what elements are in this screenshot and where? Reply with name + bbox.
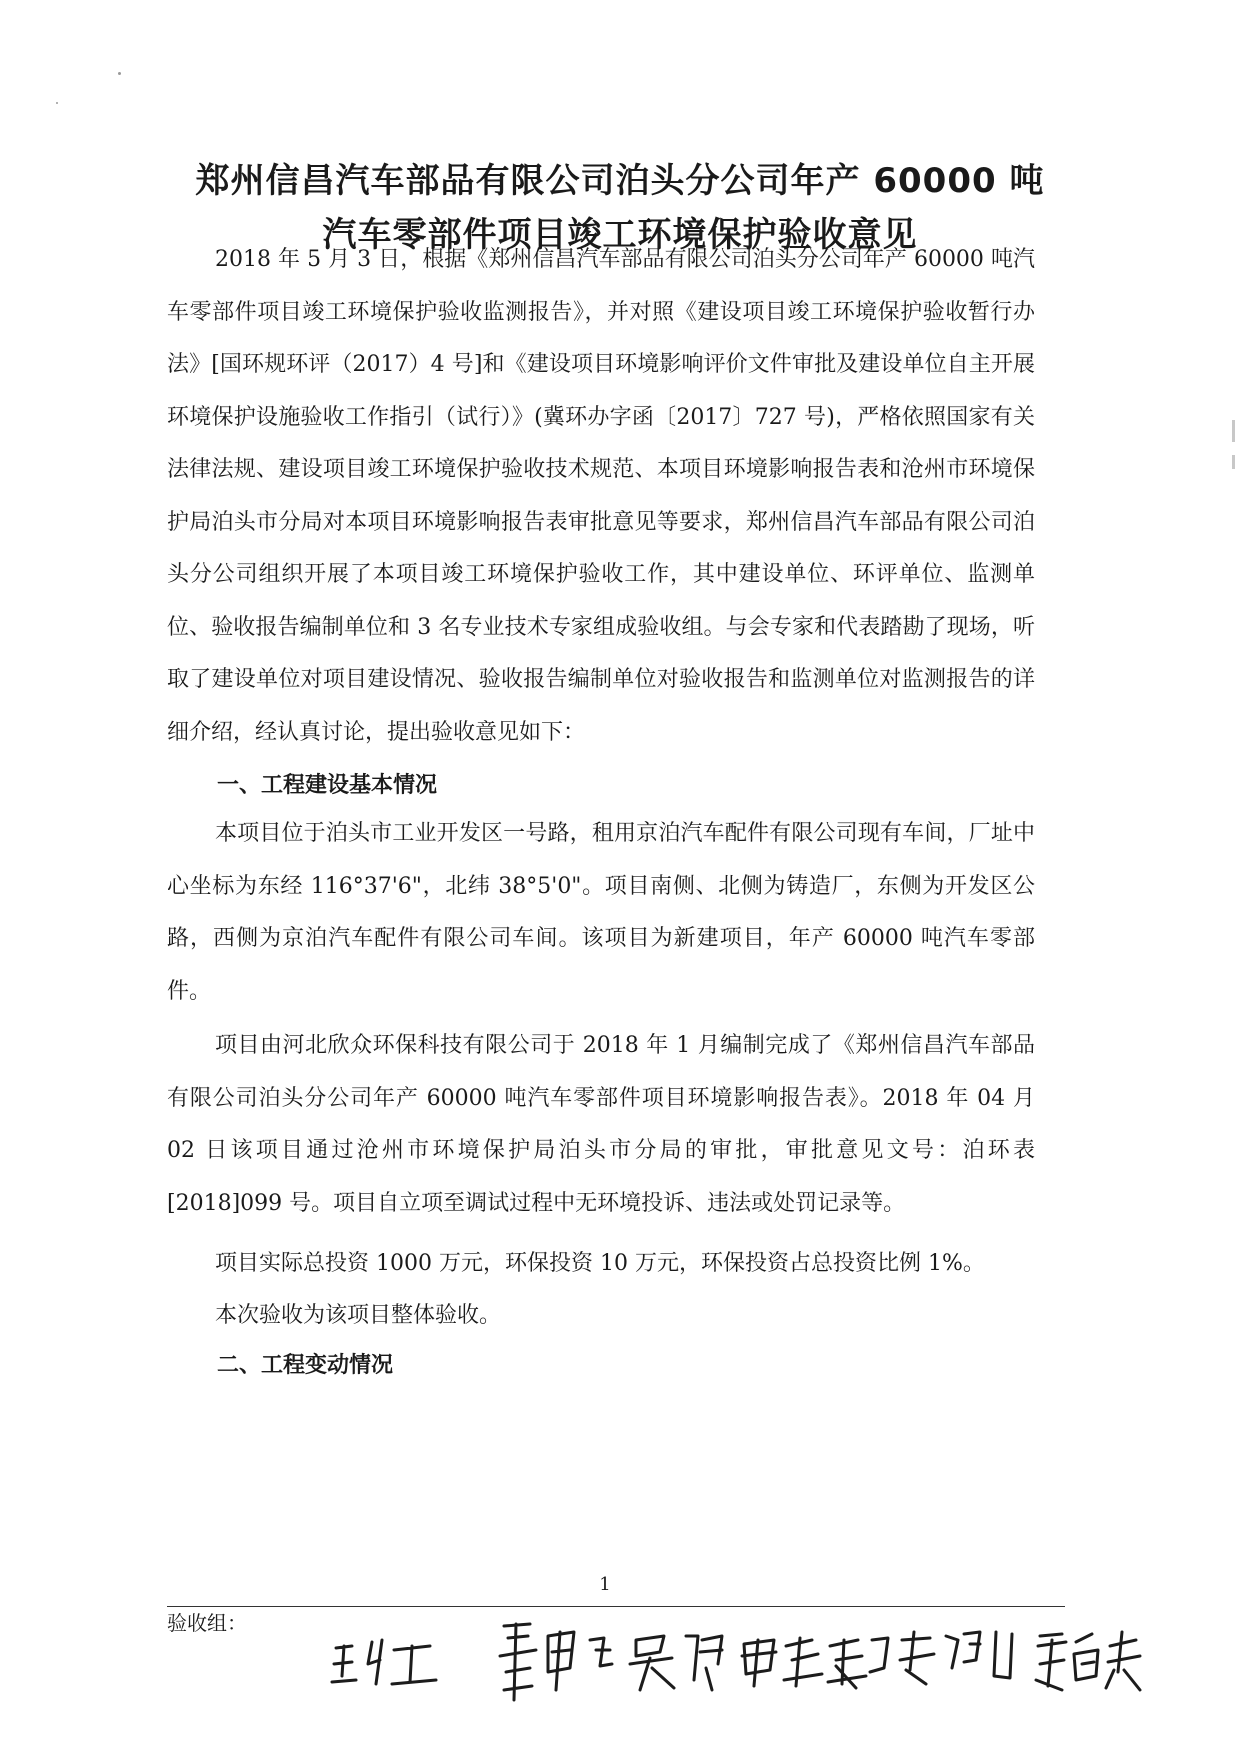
handwritten-signature	[1036, 1632, 1140, 1690]
section-heading-1: 一、工程建设基本情况	[217, 773, 438, 798]
paragraph-location: 本项目位于泊头市工业开发区一号路，租用京泊汽车配件有限公司现有车间，厂址中心坐标为东经 116°37'6"，北纬 38°5'0"。项目南侧、北侧为铸造厂，东侧为开发区公路，西侧为京泊汽车配件有限公司车间。该项目为新建项目，年产 60000 吨汽车零部件。	[167, 821, 1035, 1004]
document-title-line1: 郑州信昌汽车部品有限公司泊头分公司年产 60000 吨	[195, 161, 1045, 201]
document-title-line2: 汽车零部件项目竣工环境保护验收意见	[322, 215, 918, 255]
handwritten-signature	[742, 1638, 888, 1688]
handwritten-signature	[332, 1640, 436, 1684]
signature-label: 验收组：	[167, 1611, 247, 1635]
section-heading-2: 二、工程变动情况	[217, 1353, 394, 1378]
paragraph-scope: 本次验收为该项目整体验收。	[215, 1303, 502, 1328]
paragraph-investment: 项目实际总投资 1000 万元，环保投资 10 万元，环保投资占总投资比例 1%。	[215, 1251, 985, 1276]
handwritten-signature	[630, 1636, 722, 1690]
paragraph-approval: 项目由河北欣众环保科技有限公司于 2018 年 1 月编制完成了《郑州信昌汽车部品有限公司泊头分公司年产 60000 吨汽车零部件项目环境影响报告表》。2018 年 04 月 02 日该项目通过沧州市环境保护局泊头市分局的审批，审批意见文号：泊环表[2018]099 号。项目自立项至调试过程中无环境投诉、违法或处罚记录等。	[167, 1033, 1035, 1216]
handwritten-signature	[500, 1624, 612, 1700]
page-number: 1	[599, 1574, 611, 1595]
paragraph-intro: 2018 年 5 月 3 日，根据《郑州信昌汽车部品有限公司泊头分公司年产 60000 吨汽车零部件项目竣工环境保护验收监测报告》，并对照《建设项目竣工环境保护验收暂行办法》[国环规环评（2017）4 号]和《建设项目环境影响评价文件审批及建设单位自主开展环境保护设施验收工作指引（试行）》(冀环办字函〔2017〕727 号)，严格依照国家有关法律法规、建设项目竣工环境保护验收技术规范、本项目环境影响报告表和沧州市环境保护局泊头市分局对本项目环境影响报告表审批意见等要求，郑州信昌汽车部品有限公司泊头分公司组织开展了本项目竣工环境保护验收工作，其中建设单位、环评单位、监测单位、验收报告编制单位和 3 名专业技术专家组成验收组。与会专家和代表踏勘了现场，听取了建设单位对项目建设情况、验收报告编制单位对验收报告和监测单位对监测报告的详细介绍，经认真讨论，提出验收意见如下：	[167, 247, 1035, 745]
handwritten-signature	[900, 1632, 1012, 1684]
